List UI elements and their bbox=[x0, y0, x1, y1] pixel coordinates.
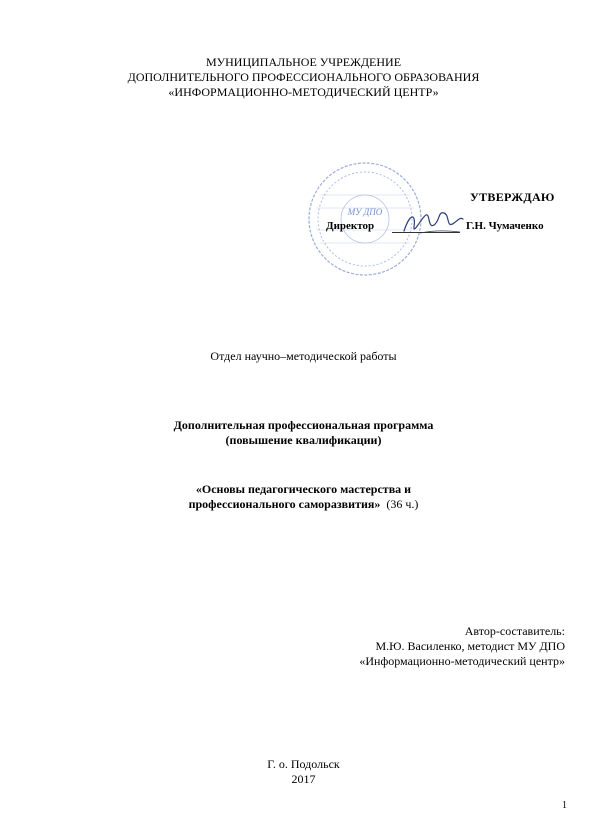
program-line-1: Дополнительная профессиональная программа bbox=[173, 418, 434, 432]
footer-year: 2017 bbox=[291, 772, 316, 786]
approval-label: УТВЕРЖДАЮ bbox=[470, 190, 555, 204]
author-organization: «Информационно-методический центр» bbox=[359, 654, 565, 668]
program-line-2: (повышение квалификации) bbox=[225, 433, 382, 447]
course-hours: (36 ч.) bbox=[386, 497, 419, 511]
director-name: Г.Н. Чумаченко bbox=[466, 220, 544, 232]
course-title-line-2: профессионального саморазвития» bbox=[188, 497, 381, 511]
header-line-1: МУНИЦИПАЛЬНОЕ УЧРЕЖДЕНИЕ bbox=[205, 55, 402, 69]
program-type-block bbox=[0, 418, 607, 448]
page-number: 1 bbox=[562, 800, 567, 811]
author-name: М.Ю. Василенко, методист МУ ДПО bbox=[375, 639, 565, 653]
signature-line bbox=[392, 232, 460, 233]
handwritten-signature-icon bbox=[400, 205, 466, 239]
author-label: Автор-составитель: bbox=[464, 624, 565, 638]
department-block bbox=[0, 349, 607, 364]
header-line-3: «ИНФОРМАЦИОННО-МЕТОДИЧЕСКИЙ ЦЕНТР» bbox=[168, 85, 439, 99]
header-line-2: ДОПОЛНИТЕЛЬНОГО ПРОФЕССИОНАЛЬНОГО ОБРАЗОВАНИЯ bbox=[127, 70, 480, 84]
author-block bbox=[359, 624, 565, 669]
department-name: Отдел научно–методической работы bbox=[210, 349, 397, 363]
seal-text: МУ ДПО bbox=[347, 207, 383, 217]
footer-city: Г. о. Подольск bbox=[267, 757, 340, 771]
course-title-block bbox=[0, 482, 607, 512]
footer-block bbox=[0, 757, 607, 787]
course-title-line-1: «Основы педагогического мастерства и bbox=[195, 482, 412, 496]
director-title: Директор bbox=[326, 220, 375, 232]
institution-header bbox=[0, 55, 607, 100]
